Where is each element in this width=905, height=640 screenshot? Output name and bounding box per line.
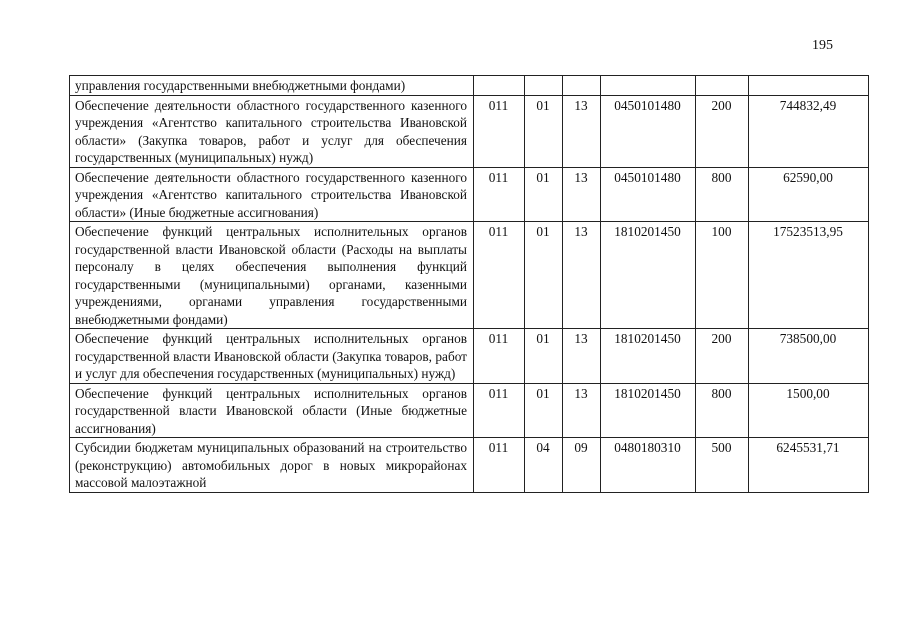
expense-type-code: [696, 76, 749, 96]
amount: 17523513,95: [749, 222, 869, 329]
table-row: [70, 329, 869, 384]
section-code: 01: [525, 95, 563, 167]
section-code: [525, 76, 563, 96]
department-code: 011: [474, 383, 525, 438]
target-article-code: 0450101480: [601, 167, 696, 222]
target-article-code: 1810201450: [601, 383, 696, 438]
expense-name: Обеспечение функций центральных исполнительных органов государственной власти Ивановской области (Расходы на выплаты персоналу в целях обеспечения выполнения функций государственными (муниципальными) органами, казенными учреждениями, органами управления государственными внебюджетными фондами): [70, 222, 474, 329]
expense-name: Обеспечение функций центральных исполнительных органов государственной власти Ивановской области (Иные бюджетные ассигнования): [70, 383, 474, 438]
expense-type-code: 800: [696, 167, 749, 222]
amount: 62590,00: [749, 167, 869, 222]
expense-type-code: 500: [696, 438, 749, 493]
target-article-code: 1810201450: [601, 329, 696, 384]
expense-type-code: 200: [696, 329, 749, 384]
budget-table: [69, 75, 869, 493]
section-code: 01: [525, 222, 563, 329]
subsection-code: 13: [563, 95, 601, 167]
department-code: 011: [474, 222, 525, 329]
expense-type-code: 200: [696, 95, 749, 167]
subsection-code: 09: [563, 438, 601, 493]
department-code: 011: [474, 167, 525, 222]
expense-type-code: 800: [696, 383, 749, 438]
expense-name: Обеспечение деятельности областного государственного казенного учреждения «Агентство капитального строительства Ивановской области» (Закупка товаров, работ и услуг для обеспечения государственных (муниципальных) нужд): [70, 95, 474, 167]
target-article-code: 0480180310: [601, 438, 696, 493]
amount: 6245531,71: [749, 438, 869, 493]
subsection-code: 13: [563, 222, 601, 329]
department-code: 011: [474, 438, 525, 493]
department-code: 011: [474, 329, 525, 384]
table-row: [70, 167, 869, 222]
section-code: 04: [525, 438, 563, 493]
expense-type-code: 100: [696, 222, 749, 329]
subsection-code: [563, 76, 601, 96]
table-row: [70, 76, 869, 96]
expense-name: Обеспечение функций центральных исполнительных органов государственной власти Ивановской области (Закупка товаров, работ и услуг для обеспечения государственных (муниципальных) нужд): [70, 329, 474, 384]
department-code: 011: [474, 95, 525, 167]
subsection-code: 13: [563, 383, 601, 438]
section-code: 01: [525, 167, 563, 222]
section-code: 01: [525, 383, 563, 438]
amount: [749, 76, 869, 96]
target-article-code: [601, 76, 696, 96]
table-row: [70, 95, 869, 167]
expense-name: Субсидии бюджетам муниципальных образований на строительство (реконструкцию) автомобильных дорог в новых микрорайонах массовой малоэтажной: [70, 438, 474, 493]
amount: 1500,00: [749, 383, 869, 438]
expense-name: управления государственными внебюджетными фондами): [70, 76, 474, 96]
department-code: [474, 76, 525, 96]
table-row: [70, 222, 869, 329]
amount: 738500,00: [749, 329, 869, 384]
table-row: [70, 383, 869, 438]
table-row: [70, 438, 869, 493]
expense-name: Обеспечение деятельности областного государственного казенного учреждения «Агентство капитального строительства Ивановской области» (Иные бюджетные ассигнования): [70, 167, 474, 222]
section-code: 01: [525, 329, 563, 384]
target-article-code: 0450101480: [601, 95, 696, 167]
subsection-code: 13: [563, 329, 601, 384]
subsection-code: 13: [563, 167, 601, 222]
amount: 744832,49: [749, 95, 869, 167]
page-number: 195: [812, 38, 833, 53]
target-article-code: 1810201450: [601, 222, 696, 329]
